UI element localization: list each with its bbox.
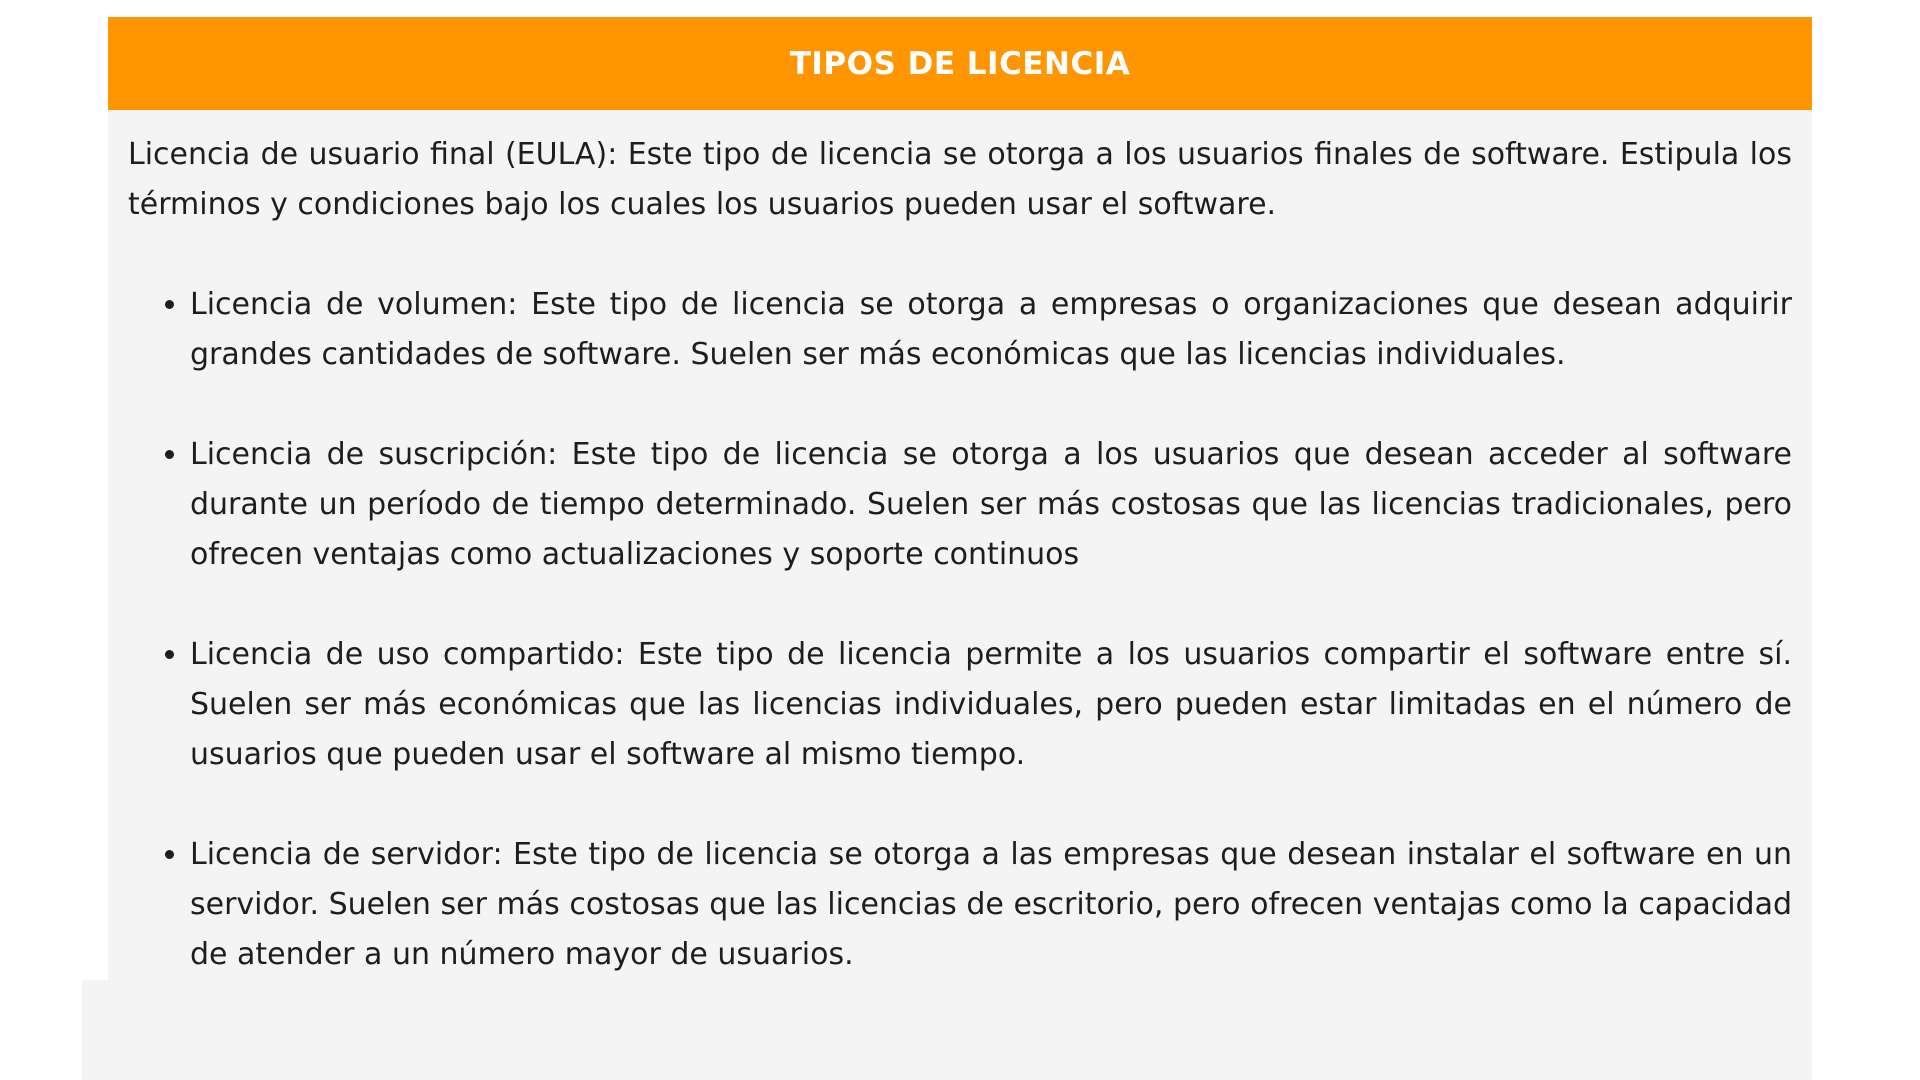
content-body — [108, 110, 1812, 980]
page-title: TIPOS DE LICENCIA — [789, 45, 1131, 82]
list-item: • Licencia de volumen: Este tipo de licencia se otorga a empresas o organizaciones que desean adquirir grandes cantidades de software. Suelen ser más económicas que las licencias individuales. — [190, 280, 1792, 380]
header-banner — [108, 17, 1812, 110]
license-list — [128, 280, 1792, 980]
list-item: • Licencia de suscripción: Este tipo de licencia se otorga a los usuarios que desean acceder al software durante un período de tiempo determinado. Suelen ser más costosas que las licencias tradicionales, pero ofrecen ventajas como actualizaciones y soporte continuos — [190, 430, 1792, 580]
list-item: • Licencia de uso compartido: Este tipo de licencia permite a los usuarios compartir el software entre sí. Suelen ser más económicas que las licencias individuales, pero pueden estar limitadas en el número de usuarios que pueden usar el software al mismo tiempo. — [190, 630, 1792, 780]
content-card — [108, 17, 1812, 1080]
intro-paragraph: Licencia de usuario final (EULA): Este tipo de licencia se otorga a los usuarios finales de software. Estipula los términos y condiciones bajo los cuales los usuarios pueden usar el software. — [128, 137, 1792, 222]
list-item: • Licencia de servidor: Este tipo de licencia se otorga a las empresas que desean instalar el software en un servidor. Suelen ser más costosas que las licencias de escritorio, pero ofrecen ventajas como la capacidad de atender a un número mayor de usuarios. — [190, 830, 1792, 980]
